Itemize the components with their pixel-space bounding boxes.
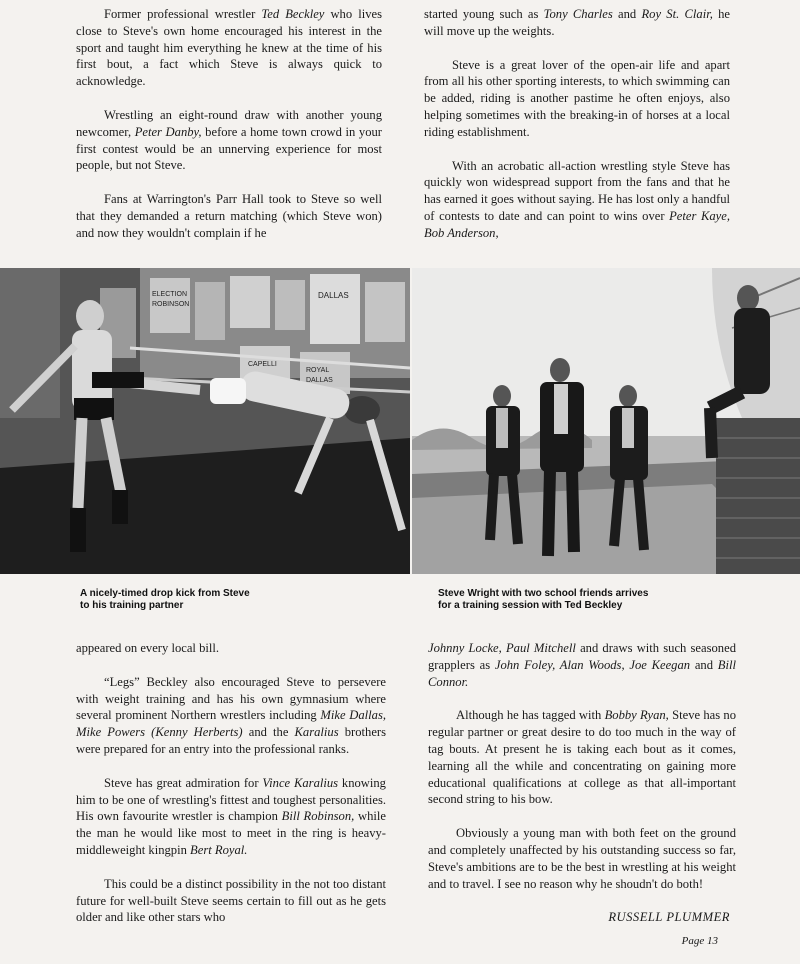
drop-kick-caption bbox=[80, 588, 320, 612]
author-byline: RUSSELL PLUMMER bbox=[608, 910, 730, 924]
paragraph: Although he has tagged with Bobby Ryan, Steve has no regular partner or great desire to do too much in the way of tag bouts. At present he is taking each bout as it comes, learning all the while and concentrating on gaining more educational qualifications at college as that all-important second string to his bow. bbox=[428, 708, 737, 807]
paragraph: appeared on every local bill. bbox=[76, 641, 220, 655]
paragraph: Steve has great admiration for Vince Karalius knowing him to be one of wrestling's fittest and toughest personalities. His own favourite wrestler is champion Bill Robinson, while the man he would like most to meet in the ring is heavy-middleweight kingpin Bert Royal. bbox=[76, 775, 386, 857]
poster-text: ROBINSON bbox=[152, 301, 190, 308]
poster-text: DALLAS bbox=[306, 377, 333, 384]
poster-text: ELECTION bbox=[152, 291, 188, 298]
caption-line: for a training session with Ted Beckley bbox=[438, 600, 623, 611]
page-number: Page 13 bbox=[681, 935, 718, 947]
paragraph: Former professional wrestler Ted Beckley who lives close to Steve's own home encouraged his interest in the sport and taught him everything he knew at the time of his first bout, a fact which Steve is always quick to acknowledge. bbox=[76, 7, 382, 89]
paragraph: “Legs” Beckley also encouraged Steve to persevere with weight training and has his own gymnasium where several prominent Northern wrestlers including Mike Dallas, Mike Powers (Kenny Herberts) and the Karalius brothers were prepared for an entry into the professional ranks. bbox=[76, 674, 387, 756]
paragraph: Fans at Warrington's Parr Hall took to Steve so well that they demanded a return matching (which Steve won) and now they wouldn't complain if he bbox=[76, 192, 382, 240]
poster-text: DALLAS bbox=[318, 291, 349, 300]
caption-line: A nicely-timed drop kick from Steve bbox=[80, 588, 250, 599]
paragraph: started young such as Tony Charles and Roy St. Clair, he will move up the weights. bbox=[424, 7, 730, 38]
school-friends-caption bbox=[438, 588, 738, 612]
caption-line: Steve Wright with two school friends arrives bbox=[438, 588, 649, 599]
paragraph: Steve is a great lover of the open-air life and apart from all his other sporting interests, to which swimming can be added, riding is another pastime he often enjoys, also helping sometimes with the breaking-in of horses at a local riding establishment. bbox=[424, 57, 730, 139]
school-friends-photo bbox=[412, 268, 800, 574]
caption-line: to his training partner bbox=[80, 600, 184, 611]
paragraph: Johnny Locke, Paul Mitchell and draws with such seasoned grapplers as John Foley, Alan Woods, Joe Keegan and Bill Connor. bbox=[428, 641, 736, 689]
drop-kick-photo bbox=[0, 268, 410, 574]
bottom-left-column bbox=[76, 640, 386, 943]
poster-text: CAPELLI bbox=[248, 361, 277, 368]
top-left-column bbox=[76, 6, 382, 259]
paragraph: Obviously a young man with both feet on the ground and completely unaffected by his outstanding success so far, Steve's ambitions are to be the best in wrestling at his weight and to travel. I see no reason why he shoudn't do both! bbox=[428, 826, 736, 891]
top-right-column bbox=[424, 6, 730, 259]
poster-text: ROYAL bbox=[306, 367, 330, 374]
bottom-right-column bbox=[428, 640, 736, 909]
paragraph: This could be a distinct possibility in the not too distant future for well-built Steve seems certain to fill out as he gets older and like other stars who bbox=[76, 876, 386, 925]
paragraph: With an acrobatic all-action wrestling style Steve has quickly won widespread support from the fans and that he has earned it goes without saying. He has lost only a handful of contests to date and can point to wins over Peter Kaye, Bob Anderson, bbox=[424, 158, 730, 240]
paragraph: Wrestling an eight-round draw with another young newcomer, Peter Danby, before a home town crowd in your first contest would be an unnerving experience for most people, but not Steve. bbox=[76, 107, 383, 173]
